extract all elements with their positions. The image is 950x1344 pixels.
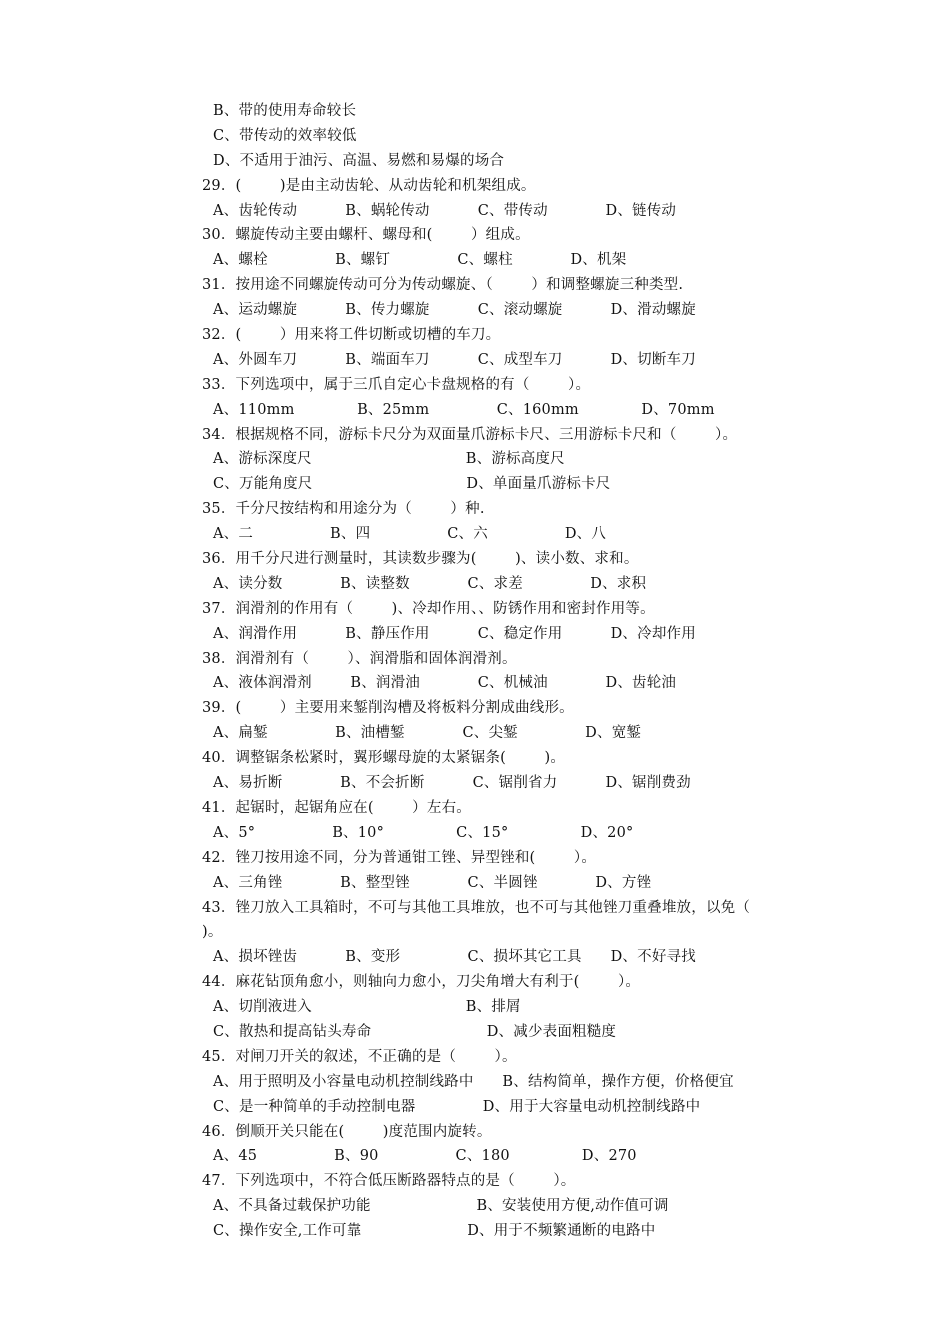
question-text: 40．调整锯条松紧时，翼形螺母旋的太紧锯条( )。 [202, 750, 566, 767]
question-text: 42．锉刀按用途不同，分为普通钳工锉、异型锉和( ）。 [202, 849, 597, 866]
answer-options: A、二 B、四 C、六 D、八 [213, 526, 607, 543]
answer-options: C、万能角度尺 D、单面量爪游标卡尺 [213, 476, 611, 493]
answer-options: A、游标深度尺 B、游标高度尺 [213, 451, 565, 468]
answer-options: A、5° B、10° C、15° D、20° [213, 824, 634, 841]
answer-options: A、运动螺旋 B、传力螺旋 C、滚动螺旋 D、滑动螺旋 [213, 302, 696, 319]
question-text: 34．根据规格不同，游标卡尺分为双面量爪游标卡尺、三用游标卡尺和（ ）。 [202, 426, 738, 443]
answer-options: C、操作安全,工作可靠 D、用于不频繁通断的电路中 [213, 1223, 656, 1240]
question-text: 31．按用途不同螺旋传动可分为传动螺旋、（ ）和调整螺旋三种类型. [202, 277, 684, 294]
answer-options: C、是一种简单的手动控制电器 D、用于大容量电动机控制线路中 [213, 1098, 701, 1115]
question-text: 46．倒顺开关只能在( )度范围内旋转。 [202, 1123, 492, 1140]
answer-options: A、齿轮传动 B、蜗轮传动 C、带传动 D、链传动 [213, 202, 677, 219]
answer-options: A、外圆车刀 B、端面车刀 C、成型车刀 D、切断车刀 [213, 351, 696, 368]
question-text: 35．千分尺按结构和用途分为（ ）种. [202, 501, 485, 518]
answer-options: A、读分数 B、读整数 C、求差 D、求积 [213, 575, 647, 592]
question-continuation: )。 [202, 924, 223, 941]
question-text: 33．下列选项中，属于三爪自定心卡盘规格的有（ ）。 [202, 376, 591, 393]
answer-options: A、扁錾 B、油槽錾 C、尖錾 D、宽錾 [213, 725, 642, 742]
answer-options: A、液体润滑剂 B、润滑油 C、机械油 D、齿轮油 [213, 675, 677, 692]
answer-options: D、不适用于油污、高温、易燃和易爆的场合 [213, 152, 505, 169]
question-text: 39．( ）主要用来錾削沟槽及将板料分割成曲线形。 [202, 700, 574, 717]
question-text: 47．下列选项中，不符合低压断路器特点的是（ ）。 [202, 1173, 576, 1190]
question-text: 38．润滑剂有（ ）、润滑脂和固体润滑剂。 [202, 650, 517, 667]
answer-options: A、润滑作用 B、静压作用 C、稳定作用 D、冷却作用 [213, 625, 696, 642]
question-text: 36．用千分尺进行测量时，其读数步骤为( )、读小数、求和。 [202, 551, 639, 568]
question-text: 44．麻花钻顶角愈小，则轴向力愈小，刀尖角增大有利于( ）。 [202, 974, 641, 991]
question-text: 30．螺旋传动主要由螺杆、螺母和( ）组成。 [202, 227, 530, 244]
answer-options: A、螺栓 B、螺钉 C、螺柱 D、机架 [213, 252, 627, 269]
answer-options: A、不具备过载保护功能 B、安装使用方便,动作值可调 [213, 1198, 669, 1215]
question-text: 29．( )是由主动齿轮、从动齿轮和机架组成。 [202, 177, 536, 194]
answer-options: A、110mm B、25mm C、160mm D、70mm [213, 401, 715, 418]
answer-options: A、45 B、90 C、180 D、270 [213, 1148, 637, 1165]
answer-options: A、损坏锉齿 B、变形 C、损坏其它工具 D、不好寻找 [213, 949, 696, 966]
answer-options: B、带的使用寿命较长 [213, 103, 357, 119]
question-list [202, 99, 867, 1244]
question-text: 43．锉刀放入工具箱时，不可与其他工具堆放，也不可与其他锉刀重叠堆放，以免（ [202, 899, 751, 916]
answer-options: A、易折断 B、不会折断 C、锯削省力 D、锯削费劲 [213, 775, 691, 792]
answer-options: C、散热和提高钻头寿命 D、减少表面粗糙度 [213, 1023, 617, 1040]
question-text: 32．( ）用来将工件切断或切槽的车刀。 [202, 327, 501, 344]
answer-options: A、切削液进入 B、排屑 [213, 999, 521, 1016]
question-text: 41．起锯时，起锯角应在( ）左右。 [202, 799, 471, 816]
answer-options: C、带传动的效率较低 [213, 127, 357, 144]
answer-options: A、三角锉 B、整型锉 C、半圆锉 D、方锉 [213, 874, 652, 891]
question-text: 37．润滑剂的作用有（ )、冷却作用、、防锈作用和密封作用等。 [202, 600, 655, 617]
question-text: 45．对闸刀开关的叙述，不正确的是（ ）。 [202, 1048, 517, 1065]
answer-options: A、用于照明及小容量电动机控制线路中 B、结构简单，操作方便，价格便宜 [213, 1073, 734, 1090]
